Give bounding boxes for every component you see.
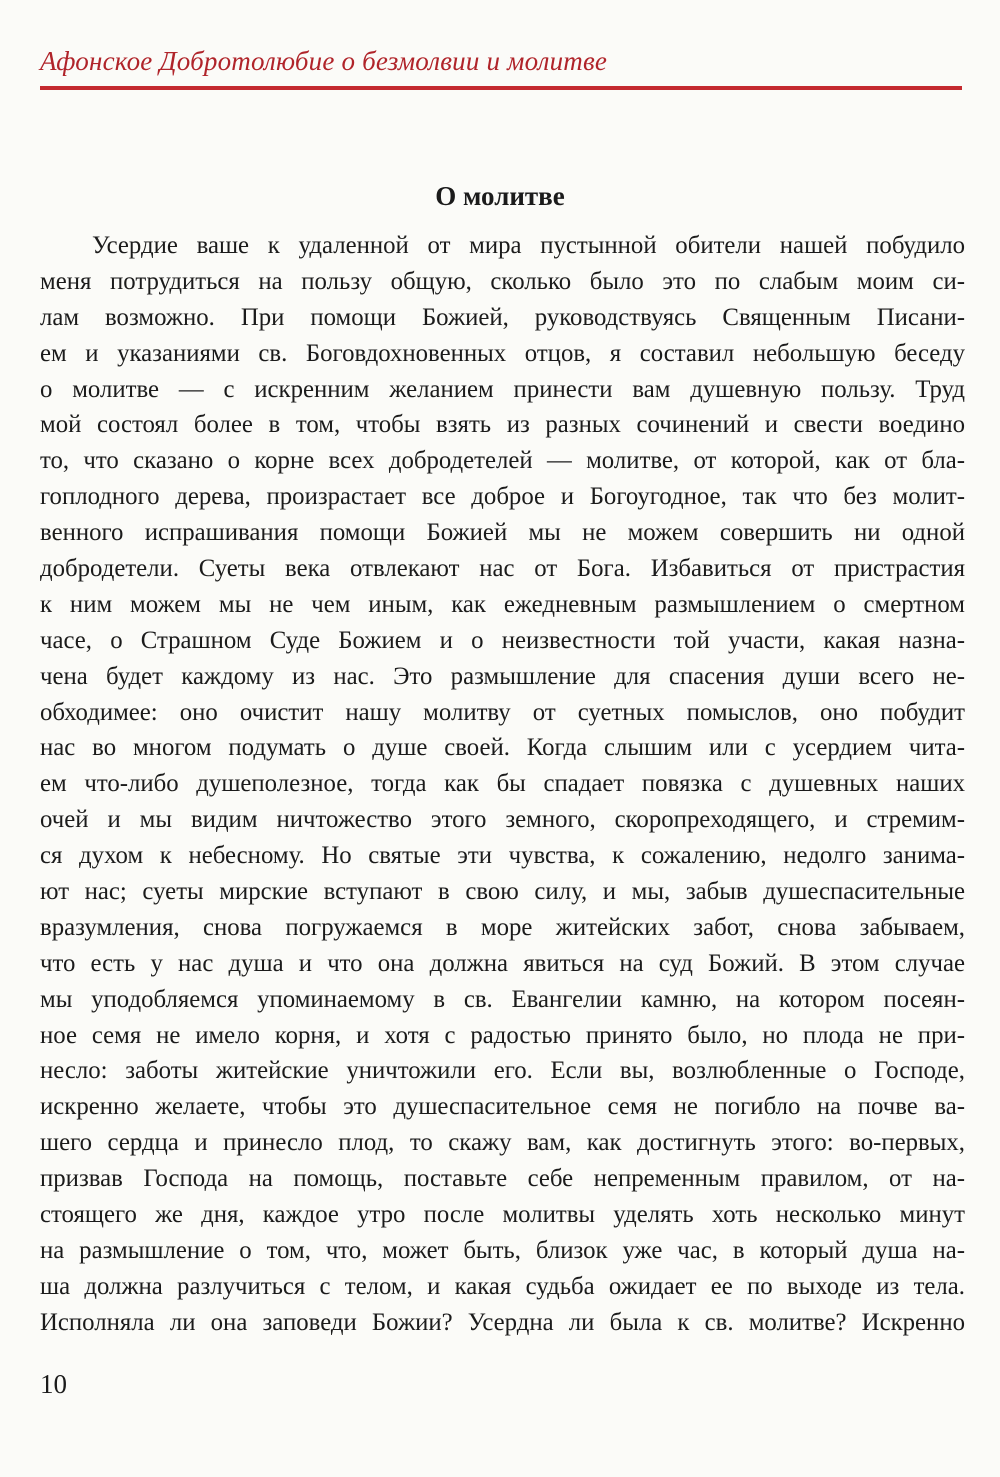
text-line: что есть у нас душа и что она должна явиться на суд Божий. В этом случае bbox=[40, 949, 965, 977]
running-header bbox=[40, 44, 962, 90]
text-line: к ним можем мы не чем иным, как ежедневным размышлением о смертном bbox=[40, 590, 965, 618]
text-line: ное семя не имело корня, и хотя с радостью принято было, но плода не при- bbox=[40, 1021, 965, 1049]
text-line: Исполняла ли она заповеди Божии? Усердна ли была к св. молитве? Искренно bbox=[40, 1308, 965, 1336]
body-text bbox=[40, 228, 965, 1341]
text-line: чена будет каждому из нас. Это размышление для спасения души всего не- bbox=[40, 662, 965, 690]
text-line: вразумления, снова погружаемся в море житейских забот, снова забываем, bbox=[40, 913, 965, 941]
text-line: гоплодного дерева, произрастает все доброе и Богоугодное, так что без молит- bbox=[40, 483, 965, 511]
text-line: ся духом к небесному. Но святые эти чувства, к сожалению, недолго занима- bbox=[40, 842, 965, 870]
text-line: лам возможно. При помощи Божией, руководствуясь Священным Писани- bbox=[40, 303, 965, 331]
text-line: ем и указаниями св. Боговдохновенных отцов, я составил небольшую беседу bbox=[40, 339, 965, 367]
text-line: ем что-либо душеполезное, тогда как бы спадает повязка с душевных наших bbox=[40, 770, 965, 798]
text-line: добродетели. Суеты века отвлекают нас от Бога. Избавиться от пристрастия bbox=[40, 555, 965, 583]
text-line: обходимее: оно очистит нашу молитву от суетных помыслов, оно побудит bbox=[40, 698, 965, 726]
text-line: меня потрудиться на пользу общую, сколько было это по слабым моим си- bbox=[40, 267, 965, 295]
section-title: О молитве bbox=[435, 181, 565, 211]
text-line: шего сердца и принесло плод, то скажу вам, как достигнуть этого: во-первых, bbox=[40, 1129, 965, 1157]
text-line: венного испрашивания помощи Божией мы не можем совершить ни одной bbox=[40, 519, 965, 547]
text-line: мой состоял более в том, чтобы взять из разных сочинений и свести воедино bbox=[40, 411, 965, 439]
text-line: на размышление о том, что, может быть, близок уже час, в который душа на- bbox=[40, 1236, 965, 1264]
text-line: то, что сказано о корне всех добродетелей — молитве, от которой, как от бла- bbox=[40, 447, 965, 475]
text-line: ют нас; суеты мирские вступают в свою силу, и мы, забыв душеспасительные bbox=[40, 878, 965, 906]
text-line: часе, о Страшном Суде Божием и о неизвестности той участи, какая назна- bbox=[40, 626, 965, 654]
running-title: Афонское Добротолюбие о безмолвии и молитве bbox=[40, 46, 608, 76]
text-line: ша должна разлучиться с телом, и какая судьба ожидает ее по выходе из тела. bbox=[40, 1272, 965, 1300]
header-rule bbox=[40, 86, 962, 90]
text-line: стоящего же дня, каждое утро после молитвы уделять хоть несколько минут bbox=[40, 1201, 965, 1229]
text-line: очей и мы видим ничтожество этого земного, скоропреходящего, и стремим- bbox=[40, 806, 965, 834]
text-line: о молитве — с искренним желанием принести вам душевную пользу. Труд bbox=[40, 375, 965, 403]
text-line: несло: заботы житейские уничтожили его. Если вы, возлюбленные о Господе, bbox=[40, 1057, 965, 1085]
text-line: мы уподобляемся упоминаемому в св. Евангелии камню, на котором посеян- bbox=[40, 985, 965, 1013]
page-number: 10 bbox=[40, 1369, 67, 1399]
text-line: призвав Господа на помощь, поставьте себе непременным правилом, от на- bbox=[40, 1165, 965, 1193]
text-line: нас во многом подумать о душе своей. Когда слышим или с усердием чита- bbox=[40, 734, 965, 762]
text-line: искренно желаете, чтобы это душеспасительное семя не погибло на почве ва- bbox=[40, 1093, 965, 1121]
text-line: Усердие ваше к удаленной от мира пустынной обители нашей побудило bbox=[92, 232, 965, 259]
